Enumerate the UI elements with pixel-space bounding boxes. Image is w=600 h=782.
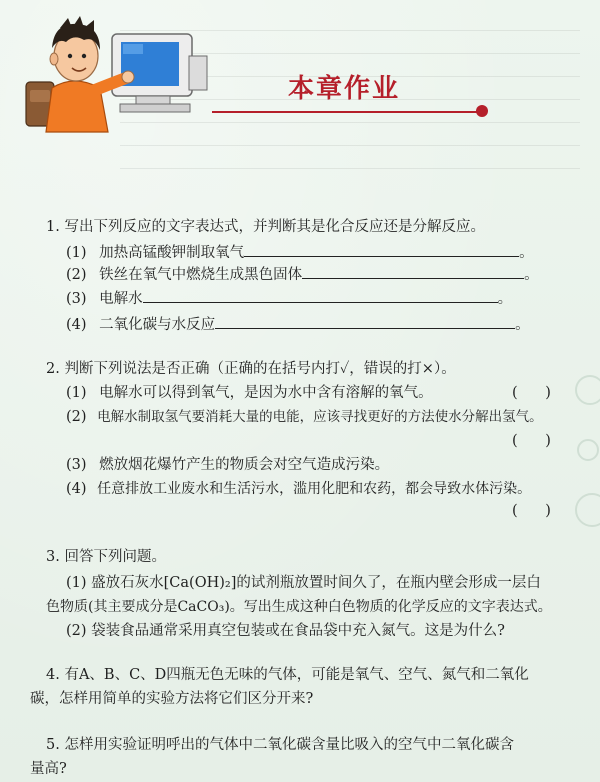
item-text: 铁丝在氧气中燃烧生成黑色固体 [99,267,303,283]
item-text: 电解水可以得到氧气，是因为水中含有溶解的氧气。 [99,385,433,401]
question-5-line-1: 5. 怎样用实验证明呼出的气体中二氧化碳含量比吸入的空气中二氧化碳含 [46,737,514,753]
item-text: 加热高锰酸钾制取氧气 [99,245,245,261]
item-text: 二氧化碳与水反应 [99,317,216,333]
question-3-item-2: (2) 袋装食品通常采用真空包装或在食品袋中充入氮气。这是为什么? [66,623,505,639]
item-number: (2) [66,267,87,283]
item-number: (4) [66,317,87,333]
item-number: (1) [66,245,87,261]
item-number: (1) [66,385,87,401]
answer-parentheses-1[interactable]: ( ) [512,385,551,401]
question-4-line-2: 碳，怎样用简单的实验方法将它们区分开来? [30,691,314,707]
question-1-item-4 [66,312,530,338]
answer-blank[interactable] [302,262,524,279]
question-1-stem: 1. 写出下列反应的文字表达式，并判断其是化合反应还是分解反应。 [46,219,485,235]
item-text: 任意排放工业废水和生活污水，滥用化肥和农药，都会导致水体污染。 [97,481,532,497]
item-text: 电解水 [99,291,143,307]
question-5-line-2: 量高? [30,761,67,777]
question-2-stem: 2. 判断下列说法是否正确（正确的在括号内打✓，错误的打×）。 [46,361,456,377]
period-mark: 。 [519,245,534,261]
question-1-item-2 [66,262,539,288]
item-text: 燃放烟花爆竹产生的物质会对空气造成污染。 [99,457,390,473]
question-3-item-1-line-1: (1) 盛放石灰水[Ca(OH)₂]的试剂瓶放置时间久了，在瓶内壁会形成一层白 [66,575,541,591]
title-rule-dot [476,105,488,117]
item-number: (3) [66,457,87,473]
question-4-line-1: 4. 有A、B、C、D四瓶无色无味的气体，可能是氧气、空气、氮气和二氧化 [46,667,529,683]
chapter-homework-title: 本章作业 [288,74,401,104]
answer-blank[interactable] [143,286,498,303]
period-mark: 。 [524,267,539,283]
item-text: 电解水制取氢气要消耗大量的电能，应该寻找更好的方法使水分解出氢气。 [97,409,543,425]
item-number: (4) [66,481,87,497]
answer-parentheses-2[interactable]: ( ) [512,433,551,449]
question-3-item-1-line-2: 色物质(其主要成分是CaCO₃)。写出生成这种白色物质的化学反应的文字表达式。 [46,599,552,615]
question-3-stem: 3. 回答下列问题。 [46,549,166,565]
title-underline-rule [212,111,482,113]
question-2-item-4 [66,476,531,502]
question-2-item-3 [66,452,389,478]
item-number: (2) [66,409,87,425]
decorative-page-edge-ornament [560,360,600,560]
answer-parentheses-4[interactable]: ( ) [512,503,551,519]
question-2-item-1 [66,380,433,406]
boy-at-computer-illustration [24,4,214,134]
question-1-item-3 [66,286,512,312]
question-2-item-2 [66,404,543,430]
answer-blank[interactable] [215,312,515,329]
item-number: (3) [66,291,87,307]
answer-blank[interactable] [244,240,519,257]
period-mark: 。 [515,317,530,333]
period-mark: 。 [497,291,513,307]
